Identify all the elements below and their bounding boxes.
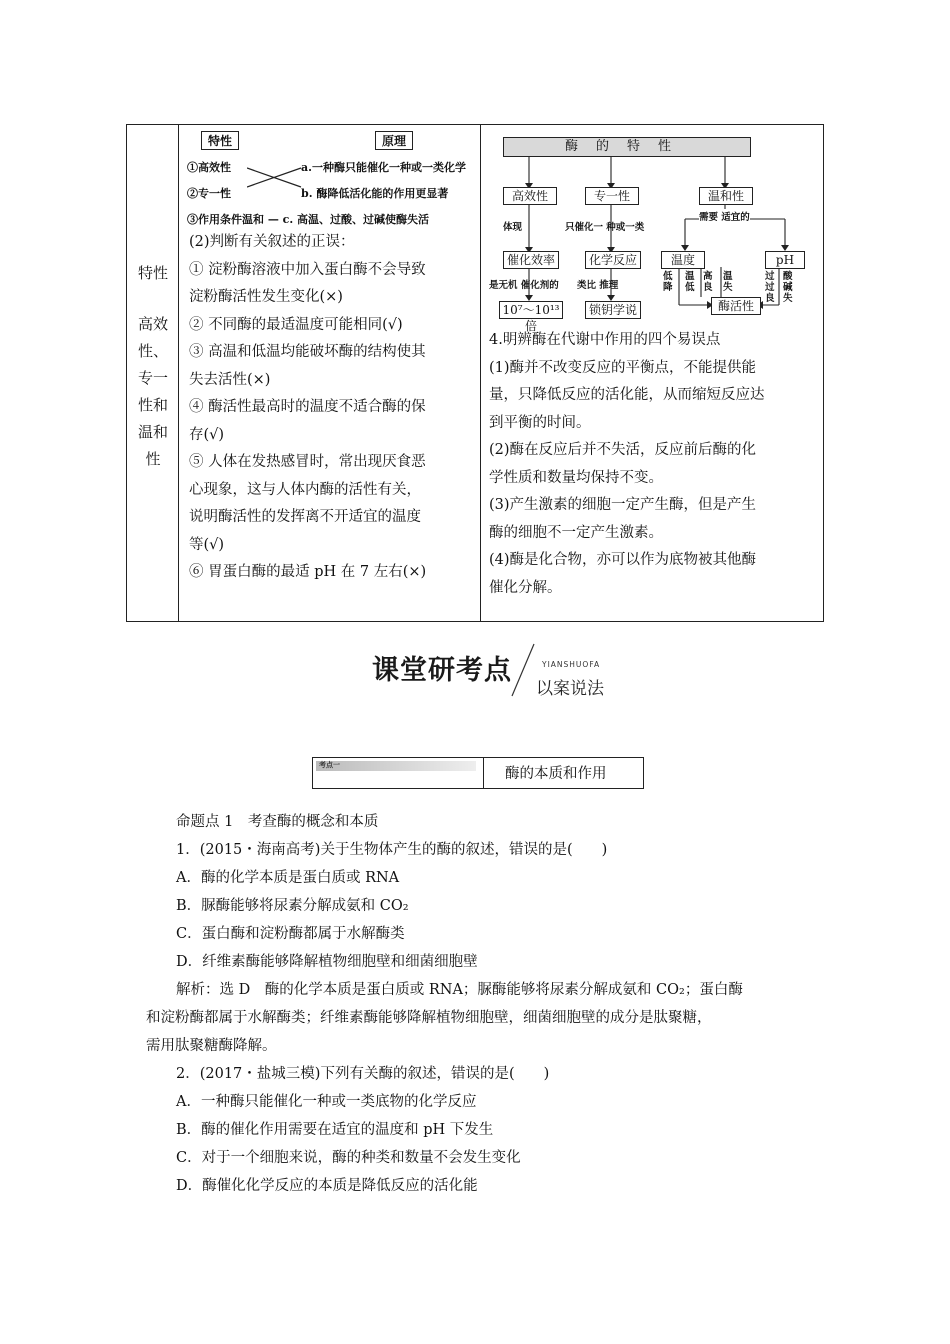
label-wuji: 是无机 催化剂的 xyxy=(489,280,559,291)
principle-row3: ③作用条件温和 — c. 高温、过酸、过碱使酶失活 xyxy=(187,213,430,226)
misconception-line: (2)酶在反应后并不失活，反应前后酶的化 xyxy=(489,442,757,458)
node-wenhexing: 温和性 xyxy=(699,187,753,205)
label-v4: 温失 xyxy=(723,271,733,293)
row-label: 特性 xyxy=(137,264,168,282)
judge-item: 失去活性(×) xyxy=(189,371,271,388)
label-zhicuihua: 只催化一 种或一类 xyxy=(565,222,645,233)
row-label-cell xyxy=(127,125,179,621)
principle-head-left: 特性 xyxy=(201,131,239,150)
q2-option-d: D．酶催化化学反应的本质是降低反应的活化能 xyxy=(176,1178,478,1194)
middle-cell xyxy=(179,125,481,621)
q1-analysis-line1: 解析：选 D 酶的化学本质是蛋白质或 RNA；脲酶能够将尿素分解成氨和 CO₂；蛋白酶 xyxy=(176,982,743,998)
q2-option-a: A．一种酶只能催化一种或一类底物的化学反应 xyxy=(176,1094,477,1110)
q1-option-c: C．蛋白酶和淀粉酶都属于水解酶类 xyxy=(176,926,405,942)
feature-table xyxy=(126,124,824,622)
node-cuihuaxiaolv: 催化效率 xyxy=(503,251,559,269)
row-sublabel: 高效性、专一性和温和性 xyxy=(137,315,168,468)
misconception-block xyxy=(489,327,819,602)
judge-item: ③ 高温和低温均能破坏酶的结构使其 xyxy=(189,344,426,360)
diagram-title: 酶的特性 xyxy=(503,137,751,157)
judge-item: 存(√) xyxy=(189,426,225,443)
label-v6: 酸碱失 xyxy=(783,271,793,304)
judge-item: ⑤ 人体在发热感冒时，常出现厌食恶 xyxy=(189,454,426,470)
topic-tag-cell xyxy=(313,758,484,788)
banner-slash xyxy=(508,642,538,698)
right-cell xyxy=(481,125,823,621)
q2-option-b: B．酶的催化作用需要在适宜的温度和 pH 下发生 xyxy=(176,1122,494,1138)
principle-row1-right: a.一种酶只能催化一种或一类化学 xyxy=(301,161,466,174)
topic-tag: 考点一 xyxy=(319,760,340,769)
banner-subtitle-en: YIANSHUOFA xyxy=(542,660,601,669)
node-huaxuefanying: 化学反应 xyxy=(585,251,641,269)
judge-title: (2)判断有关叙述的正误： xyxy=(189,234,355,250)
principle-row1-left: ①高效性 xyxy=(187,161,231,174)
cross-lines xyxy=(247,163,303,191)
judge-item: 说明酶活性的发挥离不开适宜的温度 xyxy=(189,509,421,525)
node-wendu: 温度 xyxy=(661,251,705,269)
q1-option-d: D．纤维素酶能够降解植物细胞壁和细菌细胞壁 xyxy=(176,954,478,970)
q1-option-b: B．脲酶能够将尿素分解成氨和 CO₂ xyxy=(176,898,409,914)
principle-row2-left: ②专一性 xyxy=(187,187,231,200)
misconception-line: 量，只降低反应的活化能，从而缩短反应达 xyxy=(489,387,765,403)
misconception-line: 酶的细胞不一定产生激素。 xyxy=(489,524,663,541)
misconception-line: 学性质和数量均保持不变。 xyxy=(489,469,663,486)
judge-item: 等(√) xyxy=(189,536,225,553)
q1-analysis-line2: 和淀粉酶都属于水解酶类；纤维素酶能够降解植物细胞壁，细菌细胞壁的成分是肽聚糖， xyxy=(146,1010,712,1026)
question-2-stem: 2．(2017・盐城三模)下列有关酶的叙述，错误的是( ) xyxy=(176,1066,550,1082)
principle-head-right: 原理 xyxy=(375,131,413,150)
label-tixian: 体现 xyxy=(503,222,523,233)
q1-option-a: A．酶的化学本质是蛋白质或 RNA xyxy=(176,870,400,886)
judge-item: ② 不同酶的最适温度可能相同(√) xyxy=(189,316,403,333)
judge-item: ⑥ 胃蛋白酶的最适 pH 在 7 左右(×) xyxy=(189,564,427,580)
misconception-line: 催化分解。 xyxy=(489,579,562,596)
judge-item: 心现象，这与人体内酶的活性有关， xyxy=(189,481,421,498)
node-meihuoxing: 酶活性 xyxy=(711,297,761,315)
enzyme-features-diagram xyxy=(489,133,815,333)
label-v5: 过过良 xyxy=(765,271,775,304)
label-leibi: 类比 推理 xyxy=(577,280,619,291)
node-gaoxiaoxing: 高效性 xyxy=(503,187,557,205)
misconception-line: (3)产生激素的细胞一定产生酶，但是产生 xyxy=(489,497,757,513)
q1-analysis-line3: 需用肽聚糖酶降解。 xyxy=(146,1038,277,1054)
judge-item: ① 淀粉酶溶液中加入蛋白酶不会导致 xyxy=(189,261,426,278)
label-v3: 高良 xyxy=(703,271,713,293)
node-zhuanyixing: 专一性 xyxy=(585,187,639,205)
misconception-line: (1)酶并不改变反应的平衡点，不能提供能 xyxy=(489,359,757,376)
label-v1: 低降 xyxy=(663,271,673,293)
principle-figure xyxy=(187,129,483,227)
section-banner-title: 课堂研考点 xyxy=(372,655,512,686)
misconception-title: 4.明辨酶在代谢中作用的四个易误点 xyxy=(489,332,721,348)
topic-box xyxy=(312,757,644,789)
q2-option-c: C．对于一个细胞来说，酶的种类和数量不会发生变化 xyxy=(176,1150,521,1166)
topic-title: 酶的本质和作用 xyxy=(505,766,607,782)
banner-subtitle-cn: 以案说法 xyxy=(536,679,604,699)
judge-item: ④ 酶活性最高时的温度不适合酶的保 xyxy=(189,399,426,415)
principle-row2-right: b. 酶降低活化能的作用更显著 xyxy=(301,187,449,200)
judge-item: 淀粉酶活性发生变化(×) xyxy=(189,289,343,305)
node-ph: pH xyxy=(765,251,805,269)
misconception-line: 到平衡的时间。 xyxy=(489,414,591,431)
node-bei: 10⁷～10¹³倍 xyxy=(499,301,563,319)
label-v2: 温低 xyxy=(685,271,695,293)
misconception-line: (4)酶是化合物，亦可以作为底物被其他酶 xyxy=(489,552,757,568)
topic-tag-bar xyxy=(316,761,476,771)
node-suoyao: 锁钥学说 xyxy=(585,301,641,319)
proposition-heading: 命题点 1 考查酶的概念和本质 xyxy=(176,814,379,830)
judge-block xyxy=(189,229,479,587)
question-1-stem: 1．(2015・海南高考)关于生物体产生的酶的叙述，错误的是( ) xyxy=(176,842,608,858)
label-xuyao: 需要 适宜的 xyxy=(699,209,750,223)
